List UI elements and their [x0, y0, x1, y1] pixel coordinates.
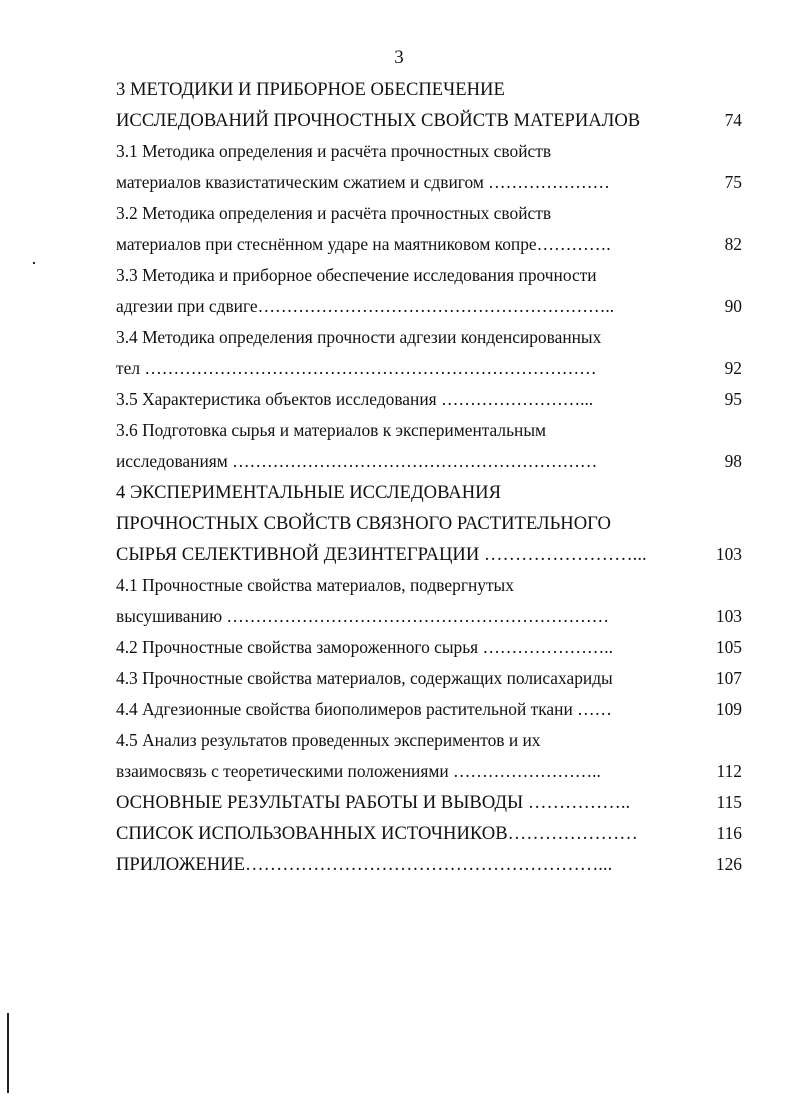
toc-entry-text: материалов квазистатическим сжатием и сдвигом …………………: [116, 172, 610, 192]
toc-page-number: 112: [716, 761, 742, 781]
toc-entry: [116, 198, 742, 229]
toc-page-number: 103: [715, 544, 742, 564]
toc-entry-text: 4.3 Прочностные свойства материалов, содержащих полисахариды: [116, 668, 613, 688]
toc-entry: [116, 136, 742, 167]
toc-entry: [116, 291, 742, 322]
toc-entry-text: 3.6 Подготовка сырья и материалов к экспериментальным: [116, 420, 547, 440]
toc-entry: [116, 415, 742, 446]
toc-page-number: 95: [724, 389, 742, 409]
table-of-contents: [116, 74, 742, 880]
toc-page-number: 126: [715, 854, 742, 874]
toc-entry-text: исследованиям ………………………………………………………: [116, 451, 598, 471]
toc-entry-text: 3.1 Методика определения и расчёта прочностных свойств: [116, 141, 552, 161]
toc-entry-text: материалов при стеснённом ударе на маятниковом копре………….: [116, 234, 611, 254]
toc-page-number: 82: [724, 234, 742, 254]
toc-page-number: 107: [715, 668, 742, 688]
toc-entry: [116, 322, 742, 353]
toc-entry: [116, 229, 742, 260]
toc-page-number: 109: [715, 699, 742, 719]
toc-page-number: 92: [724, 358, 742, 378]
toc-entry: [116, 353, 742, 384]
toc-page-number: 75: [724, 172, 742, 192]
toc-entry: [116, 663, 742, 694]
toc-page-number: 115: [716, 792, 742, 812]
toc-entry: [116, 818, 742, 849]
page-number: 3: [394, 47, 404, 68]
toc-entry-text: взаимосвязь с теоретическими положениями ……………………..: [116, 761, 601, 781]
toc-entry: [116, 446, 742, 477]
toc-entry: [116, 849, 742, 880]
toc-entry-text: 3.5 Характеристика объектов исследования ……………………...: [116, 389, 594, 409]
toc-entry: [116, 539, 742, 570]
toc-entry-text: ОСНОВНЫЕ РЕЗУЛЬТАТЫ РАБОТЫ И ВЫВОДЫ ……………..: [116, 792, 631, 813]
toc-entry: [116, 570, 742, 601]
toc-page-number: 103: [715, 606, 742, 626]
toc-entry: [116, 601, 742, 632]
scan-artifact-line: [7, 1013, 9, 1093]
toc-entry: [116, 74, 742, 105]
toc-entry-text: 4.1 Прочностные свойства материалов, подвергнутых: [116, 575, 514, 595]
toc-entry-text: СЫРЬЯ СЕЛЕКТИВНОЙ ДЕЗИНТЕГРАЦИИ ……………………...: [116, 544, 647, 565]
toc-page-number: 90: [724, 296, 742, 316]
toc-entry-text: тел ……………………………………………………………………: [116, 358, 597, 378]
toc-entry: [116, 477, 742, 508]
toc-entry: [116, 632, 742, 663]
toc-entry-text: высушиванию …………………………………………………………: [116, 606, 610, 626]
toc-entry: [116, 384, 742, 415]
toc-entry: [116, 260, 742, 291]
toc-entry: [116, 694, 742, 725]
toc-entry: [116, 167, 742, 198]
toc-entry: [116, 725, 742, 756]
toc-entry-text: ИССЛЕДОВАНИЙ ПРОЧНОСТНЫХ СВОЙСТВ МАТЕРИАЛОВ: [116, 110, 641, 131]
toc-entry-text: ПРОЧНОСТНЫХ СВОЙСТВ СВЯЗНОГО РАСТИТЕЛЬНОГО: [116, 513, 611, 534]
toc-entry-text: ПРИЛОЖЕНИЕ…………………………………………………...: [116, 854, 613, 875]
toc-entry-text: 4.5 Анализ результатов проведенных экспериментов и их: [116, 730, 541, 750]
toc-entry: [116, 787, 742, 818]
toc-entry-text: 3.3 Методика и приборное обеспечение исследования прочности: [116, 265, 597, 285]
toc-page-number: 98: [724, 451, 742, 471]
toc-entry-text: 3 МЕТОДИКИ И ПРИБОРНОЕ ОБЕСПЕЧЕНИЕ: [116, 79, 505, 100]
toc-entry: [116, 508, 742, 539]
toc-entry-text: 3.4 Методика определения прочности адгезии конденсированных: [116, 327, 602, 347]
toc-entry-text: адгезии при сдвиге……………………………………………………..: [116, 296, 615, 316]
toc-page-number: 116: [716, 823, 742, 843]
toc-entry: [116, 105, 742, 136]
toc-page-number: 105: [715, 637, 742, 657]
toc-entry: [116, 756, 742, 787]
toc-page-number: 74: [724, 110, 742, 130]
scan-artifact-dot: [33, 262, 35, 264]
toc-entry-text: 4.4 Адгезионные свойства биополимеров растительной ткани ……: [116, 699, 612, 719]
toc-entry-text: СПИСОК ИСПОЛЬЗОВАННЫХ ИСТОЧНИКОВ…………………: [116, 823, 638, 844]
toc-entry-text: 4 ЭКСПЕРИМЕНТАЛЬНЫЕ ИССЛЕДОВАНИЯ: [116, 482, 501, 503]
toc-entry-text: 3.2 Методика определения и расчёта прочностных свойств: [116, 203, 552, 223]
toc-entry-text: 4.2 Прочностные свойства замороженного сырья …………………..: [116, 637, 613, 657]
